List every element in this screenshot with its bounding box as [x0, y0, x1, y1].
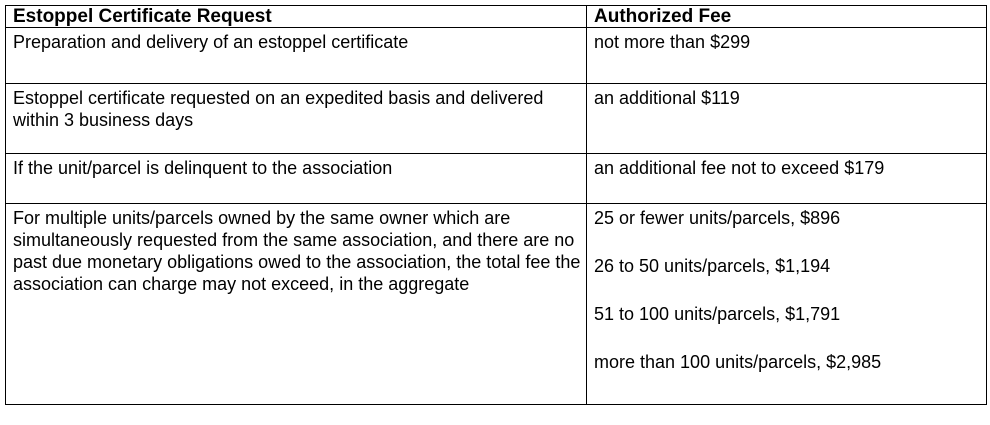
fee-text: not more than $299 [594, 32, 751, 52]
fee-tier-4: more than 100 units/parcels, $2,985 [594, 352, 882, 372]
fee-cell [587, 204, 987, 405]
table-row [6, 204, 987, 405]
request-cell: Estoppel certificate requested on an expedited basis and delivered within 3 business days [6, 84, 587, 154]
fee-tier-1: 25 or fewer units/parcels, $896 [594, 208, 841, 228]
fee-cell [587, 84, 987, 154]
header-authorized-fee: Authorized Fee [587, 6, 987, 28]
table-header-row [6, 6, 987, 28]
request-cell: Preparation and delivery of an estoppel certificate [6, 28, 587, 84]
fee-cell [587, 154, 987, 204]
table-row [6, 28, 987, 84]
fee-cell [587, 28, 987, 84]
fee-text: an additional $119 [594, 88, 740, 108]
fee-text: an additional fee not to exceed $179 [594, 158, 885, 178]
fee-tier-3: 51 to 100 units/parcels, $1,791 [594, 304, 841, 324]
request-cell: For multiple units/parcels owned by the same owner which are simultaneously requested from the same association, and there are no past due monetary obligations owed to the association, the total fee the association can charge may not exceed, in the aggregate [6, 204, 587, 405]
request-cell: If the unit/parcel is delinquent to the association [6, 154, 587, 204]
table-row [6, 154, 987, 204]
table-row [6, 84, 987, 154]
fee-tier-2: 26 to 50 units/parcels, $1,194 [594, 256, 831, 276]
estoppel-fee-table [5, 5, 987, 405]
header-request: Estoppel Certificate Request [6, 6, 587, 28]
